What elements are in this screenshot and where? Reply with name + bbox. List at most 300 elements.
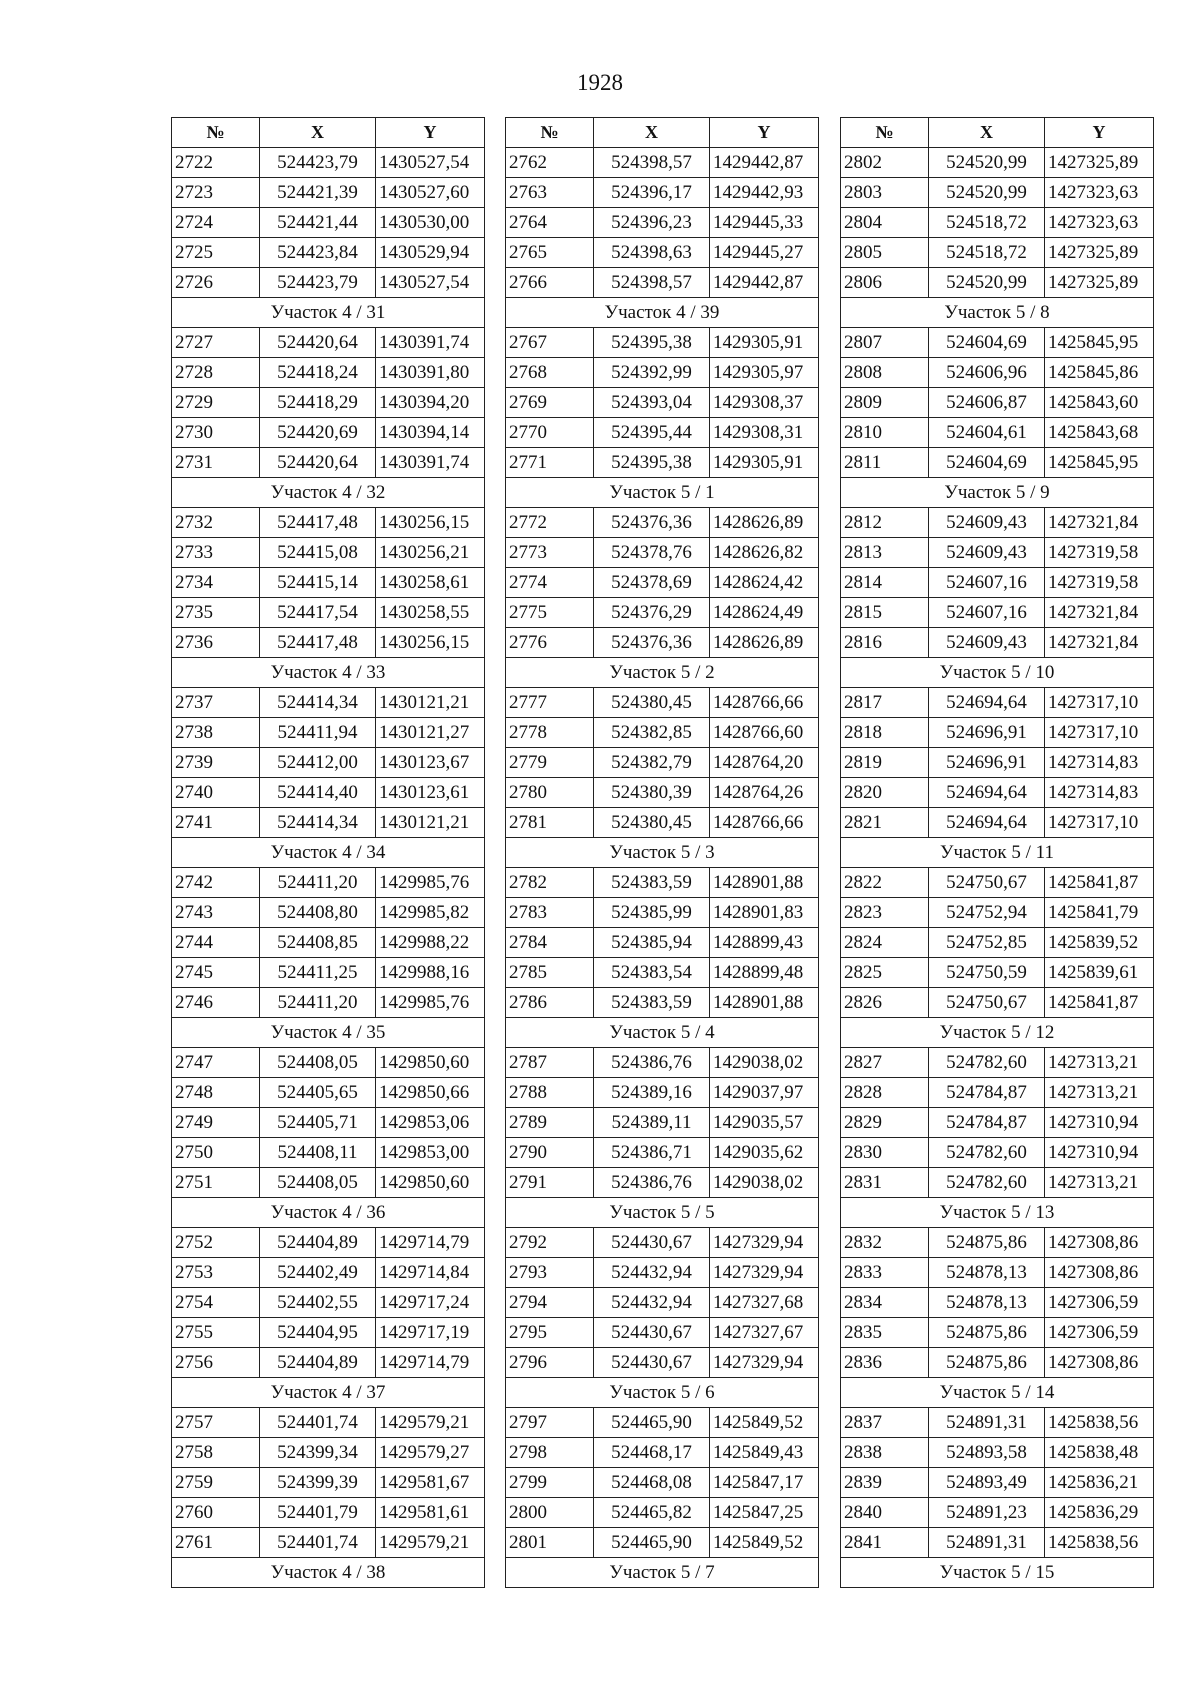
y-coordinate: 1430256,15 [376, 628, 485, 658]
table-row [841, 598, 1154, 628]
table-row [506, 1048, 819, 1078]
y-coordinate: 1427313,21 [1045, 1078, 1154, 1108]
section-row [172, 1378, 485, 1408]
point-number: 2766 [506, 268, 594, 298]
x-coordinate: 524414,40 [260, 778, 376, 808]
table-row [172, 1258, 485, 1288]
x-coordinate: 524402,55 [260, 1288, 376, 1318]
y-coordinate: 1427321,84 [1045, 598, 1154, 628]
section-title: Участок 5 / 11 [841, 838, 1154, 868]
header-number: № [172, 118, 260, 148]
point-number: 2741 [172, 808, 260, 838]
point-number: 2831 [841, 1168, 929, 1198]
point-number: 2734 [172, 568, 260, 598]
table-row [841, 988, 1154, 1018]
section-title: Участок 4 / 31 [172, 298, 485, 328]
table-row [172, 1228, 485, 1258]
x-coordinate: 524875,86 [929, 1348, 1045, 1378]
point-number: 2782 [506, 868, 594, 898]
y-coordinate: 1429985,76 [376, 988, 485, 1018]
point-number: 2788 [506, 1078, 594, 1108]
y-coordinate: 1429850,60 [376, 1168, 485, 1198]
table-row [506, 328, 819, 358]
y-coordinate: 1427323,63 [1045, 178, 1154, 208]
x-coordinate: 524395,38 [594, 328, 710, 358]
point-number: 2742 [172, 868, 260, 898]
point-number: 2833 [841, 1258, 929, 1288]
point-number: 2841 [841, 1528, 929, 1558]
section-row [172, 1018, 485, 1048]
y-coordinate: 1427314,83 [1045, 778, 1154, 808]
table-row [172, 538, 485, 568]
table-row [172, 1498, 485, 1528]
x-coordinate: 524423,79 [260, 268, 376, 298]
x-coordinate: 524389,11 [594, 1108, 710, 1138]
section-row [506, 1198, 819, 1228]
x-coordinate: 524392,99 [594, 358, 710, 388]
x-coordinate: 524383,59 [594, 868, 710, 898]
y-coordinate: 1430394,20 [376, 388, 485, 418]
section-title: Участок 5 / 9 [841, 478, 1154, 508]
table-row [172, 508, 485, 538]
y-coordinate: 1427317,10 [1045, 808, 1154, 838]
section-title: Участок 5 / 10 [841, 658, 1154, 688]
point-number: 2759 [172, 1468, 260, 1498]
point-number: 2787 [506, 1048, 594, 1078]
y-coordinate: 1428626,82 [710, 538, 819, 568]
y-coordinate: 1429442,93 [710, 178, 819, 208]
point-number: 2816 [841, 628, 929, 658]
y-coordinate: 1430391,74 [376, 328, 485, 358]
x-coordinate: 524893,49 [929, 1468, 1045, 1498]
x-coordinate: 524401,74 [260, 1408, 376, 1438]
y-coordinate: 1428899,43 [710, 928, 819, 958]
x-coordinate: 524878,13 [929, 1288, 1045, 1318]
table-row [172, 388, 485, 418]
section-title: Участок 5 / 3 [506, 838, 819, 868]
x-coordinate: 524404,89 [260, 1228, 376, 1258]
table-row [172, 928, 485, 958]
y-coordinate: 1430256,21 [376, 538, 485, 568]
x-coordinate: 524518,72 [929, 208, 1045, 238]
table-row [841, 1048, 1154, 1078]
x-coordinate: 524414,34 [260, 688, 376, 718]
y-coordinate: 1425841,87 [1045, 868, 1154, 898]
section-row [841, 1018, 1154, 1048]
y-coordinate: 1427319,58 [1045, 568, 1154, 598]
table-row [172, 178, 485, 208]
point-number: 2735 [172, 598, 260, 628]
x-coordinate: 524405,71 [260, 1108, 376, 1138]
y-coordinate: 1427314,83 [1045, 748, 1154, 778]
x-coordinate: 524401,79 [260, 1498, 376, 1528]
table-row [841, 508, 1154, 538]
x-coordinate: 524408,11 [260, 1138, 376, 1168]
x-coordinate: 524782,60 [929, 1168, 1045, 1198]
section-row [506, 658, 819, 688]
point-number: 2825 [841, 958, 929, 988]
table-row [841, 688, 1154, 718]
x-coordinate: 524383,59 [594, 988, 710, 1018]
x-coordinate: 524411,20 [260, 868, 376, 898]
x-coordinate: 524386,76 [594, 1048, 710, 1078]
section-row [506, 1558, 819, 1588]
point-number: 2819 [841, 748, 929, 778]
x-coordinate: 524468,17 [594, 1438, 710, 1468]
x-coordinate: 524750,59 [929, 958, 1045, 988]
table-row [841, 328, 1154, 358]
x-coordinate: 524411,94 [260, 718, 376, 748]
x-coordinate: 524891,23 [929, 1498, 1045, 1528]
point-number: 2810 [841, 418, 929, 448]
table-row [841, 538, 1154, 568]
point-number: 2818 [841, 718, 929, 748]
y-coordinate: 1427317,10 [1045, 688, 1154, 718]
y-coordinate: 1430258,61 [376, 568, 485, 598]
point-number: 2820 [841, 778, 929, 808]
x-coordinate: 524398,63 [594, 238, 710, 268]
x-coordinate: 524376,29 [594, 598, 710, 628]
point-number: 2773 [506, 538, 594, 568]
point-number: 2776 [506, 628, 594, 658]
table-row [506, 718, 819, 748]
section-title: Участок 4 / 35 [172, 1018, 485, 1048]
y-coordinate: 1430527,54 [376, 268, 485, 298]
header-y: Y [376, 118, 485, 148]
table-row [841, 928, 1154, 958]
point-number: 2758 [172, 1438, 260, 1468]
table-row [172, 898, 485, 928]
table-row [841, 778, 1154, 808]
x-coordinate: 524423,79 [260, 148, 376, 178]
point-number: 2739 [172, 748, 260, 778]
y-coordinate: 1429308,31 [710, 418, 819, 448]
point-number: 2785 [506, 958, 594, 988]
table-row [172, 448, 485, 478]
point-number: 2817 [841, 688, 929, 718]
x-coordinate: 524465,90 [594, 1408, 710, 1438]
table-row [841, 748, 1154, 778]
x-coordinate: 524520,99 [929, 148, 1045, 178]
y-coordinate: 1430121,27 [376, 718, 485, 748]
x-coordinate: 524417,54 [260, 598, 376, 628]
x-coordinate: 524782,60 [929, 1048, 1045, 1078]
table-header-row [506, 118, 819, 148]
x-coordinate: 524893,58 [929, 1438, 1045, 1468]
table-row [506, 1288, 819, 1318]
y-coordinate: 1429988,16 [376, 958, 485, 988]
x-coordinate: 524750,67 [929, 868, 1045, 898]
table-row [172, 598, 485, 628]
y-coordinate: 1429445,33 [710, 208, 819, 238]
y-coordinate: 1429305,91 [710, 328, 819, 358]
table-row [506, 448, 819, 478]
point-number: 2830 [841, 1138, 929, 1168]
x-coordinate: 524380,39 [594, 778, 710, 808]
y-coordinate: 1428766,66 [710, 688, 819, 718]
point-number: 2761 [172, 1528, 260, 1558]
x-coordinate: 524430,67 [594, 1348, 710, 1378]
point-number: 2791 [506, 1168, 594, 1198]
point-number: 2729 [172, 388, 260, 418]
y-coordinate: 1429853,00 [376, 1138, 485, 1168]
y-coordinate: 1429985,82 [376, 898, 485, 928]
section-title: Участок 4 / 32 [172, 478, 485, 508]
x-coordinate: 524376,36 [594, 628, 710, 658]
table-row [172, 1438, 485, 1468]
header-x: X [594, 118, 710, 148]
table-row [841, 868, 1154, 898]
y-coordinate: 1428626,89 [710, 628, 819, 658]
table-row [172, 808, 485, 838]
x-coordinate: 524385,94 [594, 928, 710, 958]
point-number: 2812 [841, 508, 929, 538]
point-number: 2730 [172, 418, 260, 448]
y-coordinate: 1425836,29 [1045, 1498, 1154, 1528]
section-row [172, 658, 485, 688]
point-number: 2798 [506, 1438, 594, 1468]
y-coordinate: 1428626,89 [710, 508, 819, 538]
header-x: X [260, 118, 376, 148]
point-number: 2783 [506, 898, 594, 928]
point-number: 2747 [172, 1048, 260, 1078]
coordinate-table-2 [505, 117, 818, 1588]
point-number: 2807 [841, 328, 929, 358]
table-row [506, 1318, 819, 1348]
y-coordinate: 1425838,56 [1045, 1528, 1154, 1558]
y-coordinate: 1427329,94 [710, 1258, 819, 1288]
point-number: 2814 [841, 568, 929, 598]
section-title: Участок 5 / 7 [506, 1558, 819, 1588]
table-row [172, 1078, 485, 1108]
section-row [172, 478, 485, 508]
section-title: Участок 4 / 38 [172, 1558, 485, 1588]
x-coordinate: 524694,64 [929, 808, 1045, 838]
table-row [506, 898, 819, 928]
x-coordinate: 524418,29 [260, 388, 376, 418]
section-title: Участок 5 / 6 [506, 1378, 819, 1408]
y-coordinate: 1429442,87 [710, 148, 819, 178]
table-row [841, 208, 1154, 238]
y-coordinate: 1429853,06 [376, 1108, 485, 1138]
table-row [172, 1138, 485, 1168]
table-row [172, 268, 485, 298]
table-row [172, 418, 485, 448]
table-row [506, 418, 819, 448]
x-coordinate: 524417,48 [260, 508, 376, 538]
table-row [841, 448, 1154, 478]
x-coordinate: 524875,86 [929, 1318, 1045, 1348]
table-row [841, 718, 1154, 748]
x-coordinate: 524520,99 [929, 178, 1045, 208]
point-number: 2795 [506, 1318, 594, 1348]
section-title: Участок 4 / 36 [172, 1198, 485, 1228]
section-title: Участок 5 / 8 [841, 298, 1154, 328]
x-coordinate: 524606,87 [929, 388, 1045, 418]
table-row [172, 1348, 485, 1378]
point-number: 2809 [841, 388, 929, 418]
y-coordinate: 1429850,60 [376, 1048, 485, 1078]
section-title: Участок 5 / 5 [506, 1198, 819, 1228]
y-coordinate: 1425841,87 [1045, 988, 1154, 1018]
point-number: 2836 [841, 1348, 929, 1378]
table-row [506, 508, 819, 538]
point-number: 2838 [841, 1438, 929, 1468]
x-coordinate: 524408,85 [260, 928, 376, 958]
point-number: 2746 [172, 988, 260, 1018]
y-coordinate: 1425839,52 [1045, 928, 1154, 958]
point-number: 2800 [506, 1498, 594, 1528]
x-coordinate: 524386,76 [594, 1168, 710, 1198]
y-coordinate: 1428624,42 [710, 568, 819, 598]
y-coordinate: 1427306,59 [1045, 1318, 1154, 1348]
y-coordinate: 1429581,61 [376, 1498, 485, 1528]
point-number: 2832 [841, 1228, 929, 1258]
point-number: 2743 [172, 898, 260, 928]
table-row [506, 1438, 819, 1468]
section-row [506, 298, 819, 328]
section-title: Участок 5 / 14 [841, 1378, 1154, 1408]
point-number: 2738 [172, 718, 260, 748]
x-coordinate: 524378,76 [594, 538, 710, 568]
y-coordinate: 1429850,66 [376, 1078, 485, 1108]
point-number: 2792 [506, 1228, 594, 1258]
point-number: 2793 [506, 1258, 594, 1288]
table-row [506, 1528, 819, 1558]
x-coordinate: 524386,71 [594, 1138, 710, 1168]
table-row [841, 1468, 1154, 1498]
x-coordinate: 524784,87 [929, 1108, 1045, 1138]
table-row [841, 1408, 1154, 1438]
section-title: Участок 4 / 33 [172, 658, 485, 688]
point-number: 2804 [841, 208, 929, 238]
y-coordinate: 1430527,54 [376, 148, 485, 178]
table-row [506, 598, 819, 628]
point-number: 2801 [506, 1528, 594, 1558]
table-row [172, 1288, 485, 1318]
y-coordinate: 1429714,79 [376, 1348, 485, 1378]
x-coordinate: 524609,43 [929, 508, 1045, 538]
section-title: Участок 5 / 13 [841, 1198, 1154, 1228]
point-number: 2794 [506, 1288, 594, 1318]
x-coordinate: 524694,64 [929, 778, 1045, 808]
header-number: № [506, 118, 594, 148]
x-coordinate: 524389,16 [594, 1078, 710, 1108]
header-y: Y [710, 118, 819, 148]
y-coordinate: 1427321,84 [1045, 508, 1154, 538]
y-coordinate: 1427310,94 [1045, 1138, 1154, 1168]
point-number: 2740 [172, 778, 260, 808]
point-number: 2774 [506, 568, 594, 598]
table-row [506, 958, 819, 988]
y-coordinate: 1425839,61 [1045, 958, 1154, 988]
y-coordinate: 1428624,49 [710, 598, 819, 628]
x-coordinate: 524402,49 [260, 1258, 376, 1288]
table-row [172, 1168, 485, 1198]
x-coordinate: 524411,20 [260, 988, 376, 1018]
x-coordinate: 524420,64 [260, 328, 376, 358]
header-x: X [929, 118, 1045, 148]
table-row [172, 988, 485, 1018]
point-number: 2728 [172, 358, 260, 388]
point-number: 2828 [841, 1078, 929, 1108]
table-row [506, 358, 819, 388]
table-row [172, 1108, 485, 1138]
y-coordinate: 1427327,68 [710, 1288, 819, 1318]
table-row [506, 748, 819, 778]
point-number: 2824 [841, 928, 929, 958]
x-coordinate: 524606,96 [929, 358, 1045, 388]
point-number: 2827 [841, 1048, 929, 1078]
table-row [841, 1528, 1154, 1558]
y-coordinate: 1429714,84 [376, 1258, 485, 1288]
point-number: 2731 [172, 448, 260, 478]
x-coordinate: 524891,31 [929, 1408, 1045, 1438]
y-coordinate: 1429714,79 [376, 1228, 485, 1258]
section-row [841, 478, 1154, 508]
point-number: 2749 [172, 1108, 260, 1138]
section-row [506, 1378, 819, 1408]
point-number: 2753 [172, 1258, 260, 1288]
point-number: 2767 [506, 328, 594, 358]
section-title: Участок 5 / 4 [506, 1018, 819, 1048]
x-coordinate: 524398,57 [594, 268, 710, 298]
point-number: 2756 [172, 1348, 260, 1378]
point-number: 2736 [172, 628, 260, 658]
y-coordinate: 1429579,21 [376, 1528, 485, 1558]
point-number: 2823 [841, 898, 929, 928]
point-number: 2765 [506, 238, 594, 268]
x-coordinate: 524609,43 [929, 628, 1045, 658]
x-coordinate: 524465,90 [594, 1528, 710, 1558]
y-coordinate: 1428901,88 [710, 868, 819, 898]
x-coordinate: 524380,45 [594, 808, 710, 838]
y-coordinate: 1430391,74 [376, 448, 485, 478]
x-coordinate: 524607,16 [929, 568, 1045, 598]
point-number: 2840 [841, 1498, 929, 1528]
y-coordinate: 1429579,27 [376, 1438, 485, 1468]
point-number: 2763 [506, 178, 594, 208]
section-title: Участок 4 / 37 [172, 1378, 485, 1408]
point-number: 2786 [506, 988, 594, 1018]
x-coordinate: 524420,64 [260, 448, 376, 478]
point-number: 2781 [506, 808, 594, 838]
y-coordinate: 1430394,14 [376, 418, 485, 448]
y-coordinate: 1425843,68 [1045, 418, 1154, 448]
y-coordinate: 1429442,87 [710, 268, 819, 298]
header-number: № [841, 118, 929, 148]
point-number: 2777 [506, 688, 594, 718]
y-coordinate: 1427317,10 [1045, 718, 1154, 748]
y-coordinate: 1427306,59 [1045, 1288, 1154, 1318]
y-coordinate: 1430530,00 [376, 208, 485, 238]
table-row [506, 1168, 819, 1198]
point-number: 2821 [841, 808, 929, 838]
table-row [841, 1168, 1154, 1198]
x-coordinate: 524891,31 [929, 1528, 1045, 1558]
y-coordinate: 1430121,21 [376, 808, 485, 838]
x-coordinate: 524432,94 [594, 1258, 710, 1288]
coordinate-table-3 [840, 117, 1153, 1588]
section-row [172, 1198, 485, 1228]
table-row [841, 628, 1154, 658]
table-row [841, 1348, 1154, 1378]
x-coordinate: 524376,36 [594, 508, 710, 538]
y-coordinate: 1429037,97 [710, 1078, 819, 1108]
section-row [506, 478, 819, 508]
y-coordinate: 1428764,20 [710, 748, 819, 778]
point-number: 2802 [841, 148, 929, 178]
